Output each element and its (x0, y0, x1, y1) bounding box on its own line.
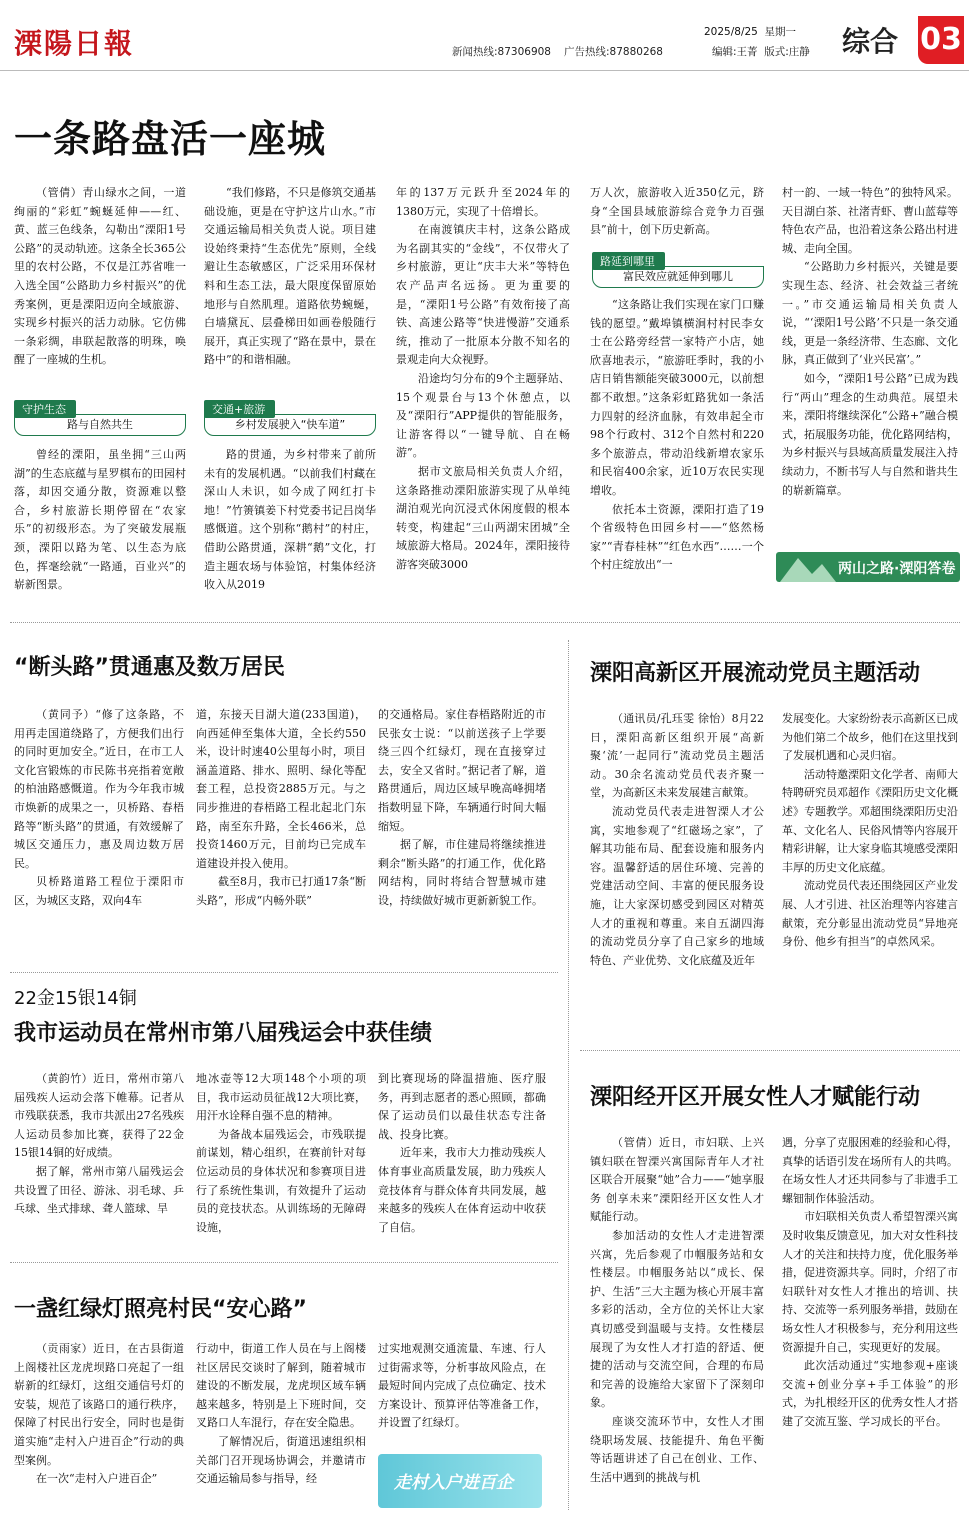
a4-col2: 地冰壶等12大项148个小项的项目，我市运动员征战12大项比赛，用汗水诠释自强不息的精神。 为备战本届残运会，市残联提前谋划，精心组织，在赛前针对每位运动员的身体状况和参赛项目进行了系统性集训，有效提升了运动员的竞技状态。从训练场的无障碍设施， (196, 1072, 366, 1234)
lead-subhead-2: 交通+旅游 乡村发展驶入“快车道” (204, 400, 376, 436)
section-divider (10, 622, 960, 623)
editor-credits: 编辑:王菁 版式:庄静 (712, 46, 810, 58)
column-divider (568, 640, 569, 1510)
a2-col3: 的交通格局。家住春梧路附近的市民张女士说：“以前送孩子上学要绕三四个红绿灯，现在直接穿过去，安全又省时。”据记者了解，道路贯通后，周边区域早晚高峰拥堵指数明显下降，车辆通行时间大幅缩短。 据了解，市住建局将继续推进剩余“断头路”的打通工作，优化路网结构，同时将结合智慧城市建设，持续做好城市更新新貌工作。 (378, 708, 546, 907)
ad-hotline: 广告热线:87880268 (564, 46, 663, 58)
a6-col2: 行动中，街道工作人员在与上阁楼社区居民交谈时了解到，随着城市建设的不断发展，龙虎坝区域车辆越来越多，特别是上下班时间，交叉路口人车混行，存在安全隐患。 了解情况后，街道迅速组织相关部门召开现场协调会，并邀请市交通运输局参与指导，经 (196, 1342, 366, 1486)
lead-col2b: 路的贯通，为乡村带来了前所未有的发展机遇。“以前我们村藏在深山人未识，如今成了网红打卡地！”竹箦镇姜下村党委书记吕岗华感慨道。这个别称“鹅村”的村庄，借助公路贯通，深耕“鹅”文化，打造主题农场与体验馆，村集体经济收入从2019 (204, 448, 376, 592)
a2-col2: 道，东接天目湖大道(233国道)，向西延伸至集体大道，全长约550米，设计时速40公里每小时，项目涵盖道路、排水、照明、绿化等配套工程，总投资2885万元。与之同步推进的春梧路工程北起北门东路，南至东升路，全长466米，总投资1460万元，目前均已完成车道建设并投入使用。 截至8月，我市已打通17条“断头路”，形成“内畅外联” (196, 708, 366, 907)
masthead-logo: 溧陽日報 (14, 27, 135, 60)
issue-date: 2025/8/25 星期一 (704, 26, 797, 38)
lead-col3: 年的137万元跃升至2024年的1380万元，实现了十倍增长。 在南渡镇庆丰村，这条公路成为名副其实的“金线”，不仅带火了乡村旅游，更让“庆丰大米”等特色农产品声名远扬。更为重要的是，“溧阳1号公路”有效衔接了高铁、高速公路等“快进慢游”交通系统，推动了一批原本分散不知名的景观走向大众视野。 沿途均匀分布的9个主题驿站、15个观景台与13个休憩点，以及“溧阳行”APP提供的智能服务，让游客得以“一键导航、自在畅游”。 据市文旅局相关负责人介绍，这条路推动溧阳旅游实现了从单纯湖泊观光向沉浸式休闲度假的根本转变，构建起“三山两湖宋团城”全域旅游大格局。2024年，溧阳接待游客突破3000 (396, 186, 570, 571)
section-divider (10, 972, 558, 973)
a5-col2: 遇，分享了克服困难的经验和心得，真挚的话语引发在场所有人的共鸣。在场女性人才还共同参与了非遗手工螺钿制作体验活动。 市妇联相关负责人希望智溧兴寓及时收集反馈意见，加大对女性科技人才的关注和扶持力度，优化服务举措，促进资源共享。同时，介绍了市妇联针对女性人才推出的培训、扶持、交流等一系列服务举措，鼓励在场女性人才积极参与，充分利用这些资源提升自己，实现更好的发展。 此次活动通过“实地参观+座谈交流+创业分享+手工体验”的形式，为扎根经开区的优秀女性人才搭建了交流互鉴、学习成长的平台。 (782, 1136, 958, 1428)
section-name: 综合 (842, 25, 899, 58)
header-rule (0, 70, 969, 71)
lead-col5: 村一韵、一域一特色”的独特风采。天目湖白茶、社渚青虾、曹山蓝莓等特色农产品，也沿着这条公路出村进城、走向全国。 “公路助力乡村振兴，关键是要实现生态、经济、社会效益三者统一。”市交通运输局相关负责人说，“‘溧阳1号公路’不只是一条交通线，更是一条经济带、生态廊、文化脉，真正做到了‘业兴民富’。” 如今，“溧阳1号公路”已成为践行“两山”理念的生动典范。展望未来，溧阳将继续深化“公路+”融合模式，拓展服务功能，优化路网结构，为乡村振兴与县域高质量发展注入持续动力，不断书写人与自然和谐共生的崭新篇章。 (782, 186, 958, 497)
lead-col4b: “这条路让我们实现在家门口赚钱的愿望。”戴埠镇横涧村村民李女士在公路旁经营一家特产小店，她欣喜地表示，“旅游旺季时，我的小店日销售额能突破3000元，以前想都不敢想。”这条彩虹路犹如一条活力四射的经济血脉，有效串起全市98个行政村、312个自然村和220多个旅游点，带动沿线新增农家乐和民宿400余家，近10万农民实现增收。 依托本土资源，溧阳打造了19个省级特色田园乡村——“悠然杨家”“青春桂林”“红色水西”……一个个村庄绽放出“一 (590, 298, 764, 572)
a4-col1: （黄韵竹）近日，常州市第八届残疾人运动会落下帷幕。记者从市残联获悉，我市共派出27名残疾人运动员参加比赛，获得了22金15银14铜的好成绩。 据了解，常州市第八届残运会共设置了田径、游泳、羽毛球、乒乓球、坐式排球、聋人篮球、旱 (14, 1072, 184, 1216)
article-headline-5: 溧阳经开区开展女性人才赋能行动 (590, 1085, 921, 1110)
article-headline-4: 我市运动员在常州市第八届残运会中获佳绩 (14, 1021, 433, 1046)
section-divider (580, 1050, 960, 1051)
a3-col1: （通讯员/孔珏雯 徐怡）8月22日，溧阳高新区组织开展“高新聚‘流’一起同行”流动党员主题活动。30余名流动党员代表齐聚一堂，为高新区未来发展建言献策。 流动党员代表走进智溧人才公寓，实地参观了“红磁场之家”，了解其功能布局、配套设施和服务内容。温馨舒适的居住环境、完善的党建活动空间、丰富的便民服务设施，让大家深切感受到园区对精英人才的重视和尊重。来自五湖四海的流动党员分享了自己家乡的地域特色、产业优势、文化底蕴及近年 (590, 712, 764, 967)
article-headline-3: 溧阳高新区开展流动党员主题活动 (590, 661, 921, 686)
section-divider (10, 1262, 558, 1263)
lead-col1b: 曾经的溧阳，虽坐拥“三山两湖”的生态底蕴与星罗棋布的田园村落，却因交通分散，资源难以整合，乡村旅游长期停留在“农家乐”的初级形态。为了突破发展瓶颈，溧阳以路为笔、以生态为底色，挥毫绘就“一路通，百业兴”的崭新图景。 (14, 448, 186, 592)
article-headline-6: 一盏红绿灯照亮村民“安心路” (14, 1297, 307, 1322)
lead-col4: 万人次，旅游收入近350亿元，跻身“全国县域旅游综合竞争力百强县”前十，创下历史新高。 (590, 186, 764, 237)
a6-col3: 过实地观测交通流量、车速、行人过街需求等，分析事故风险点，在最短时间内完成了点位确定、技术方案设计、预算评估等准备工作，并设置了红绿灯。 (378, 1342, 546, 1430)
page-number: 03 (918, 16, 964, 64)
lead-subhead-3: 路延到哪里 富民效应就延伸到哪儿 (592, 252, 764, 288)
article-headline-2: “断头路”贯通惠及数万居民 (14, 655, 285, 680)
a3-col2: 发展变化。大家纷纷表示高新区已成为他们第二个故乡，他们在这里找到了发展机遇和心灵归宿。 活动特邀溧阳文化学者、南师大特聘研究员邓超作《溧阳历史文化概述》专题教学。邓超围绕溧阳历史沿革、文化名人、民俗风情等内容展开精彩讲解，让大家身临其境感受溧阳丰厚的历史文化底蕴。 流动党员代表还围绕园区产业发展、人才引进、社区治理等内容建言献策，充分彰显出流动党员“异地亮身份、他乡有担当”的卓然风采。 (782, 712, 958, 949)
news-hotline: 新闻热线:87306908 (452, 46, 551, 58)
campaign-banner: 走村入户进百企 (378, 1454, 542, 1508)
lead-headline: 一条路盘活一座城 (14, 117, 327, 161)
lead-subhead-1: 守护生态 路与自然共生 (14, 400, 186, 436)
article-kicker-4: 22金15银14铜 (14, 988, 137, 1009)
a5-col1: （管倩）近日，市妇联、上兴镇妇联在智溧兴寓国际青年人才社区联合开展聚“她”合力——“她享服务 创享未来”溧阳经开区女性人才赋能行动。 参加活动的女性人才走进智溧兴寓，先后参观了巾帼服务站和女性楼层。巾帼服务站以“成长、保护、生活”三大主题为核心开展丰富多彩的活动，全方位的关怀让大家真切感受到温暖与支持。女性楼层展现了为女性人才打造的舒适、便捷的活动与交流空间，合理的布局和完善的设施给大家留下了深刻印象。 座谈交流环节中，女性人才围绕职场发展、技能提升、角色平衡等话题讲述了自己在创业、工作、生活中遇到的挑战与机 (590, 1136, 764, 1484)
a6-col1: （贡雨家）近日，在古县街道上阁楼社区龙虎坝路口亮起了一组崭新的红绿灯，这组交通信号灯的安装，规范了该路口的通行秩序，保障了村民出行安全，同时也是街道实施“走村入户进百企”行动的典型案例。 在一次“走村入户进百企” (14, 1342, 184, 1486)
series-banner: 两山之路·溧阳答卷 (776, 548, 960, 586)
lead-col1: （管倩）青山绿水之间，一道绚丽的“彩虹”蜿蜒延伸——红、黄、蓝三色线条，勾勒出“溧阳1号公路”的灵动轨迹。这条全长365公里的农村公路，不仅是江苏省唯一入选全国“公路助力乡村振兴”的优秀案例，更是溧阳迈向全域旅游、实现乡村振兴的活力动脉。它仿佛一条彩绸，串联起散落的明珠，唤醒了一座城的生机。 (14, 186, 186, 367)
a2-col1: （黄同予）“修了这条路，不用再走国道绕路了，方便我们出行的同时更加安全。”近日，在市工人文化宫锻炼的市民陈书亮指着宽敞的柏油路感慨道。作为今年我市城市焕新的成果之一，贝桥路、春梧路等“断头路”的贯通，有效缓解了城区交通压力，惠及周边数万居民。 贝桥路道路工程位于溧阳市区，为城区支路，双向4车 (14, 708, 184, 907)
a4-col3: 到比赛现场的降温措施、医疗服务，再到志愿者的悉心照顾，都确保了运动员们以最佳状态专注备战、投身比赛。 近年来，我市大力推动残疾人体育事业高质量发展，助力残疾人竞技体育与群众体育共同发展，越来越多的残疾人在体育运动中收获了自信。 (378, 1072, 546, 1234)
lead-col2: “我们修路，不只是修筑交通基础设施，更是在守护这片山水。”市交通运输局相关负责人说。项目建设始终秉持“生态优先”原则，全线避让生态敏感区，广泛采用环保材料和生态工法，最大限度保留原始地形与自然肌理。道路依势蜿蜒，白墙黛瓦、层叠梯田如画卷般随行展开，真正实现了“路在景中，景在路中”的和谐相融。 (204, 186, 376, 367)
